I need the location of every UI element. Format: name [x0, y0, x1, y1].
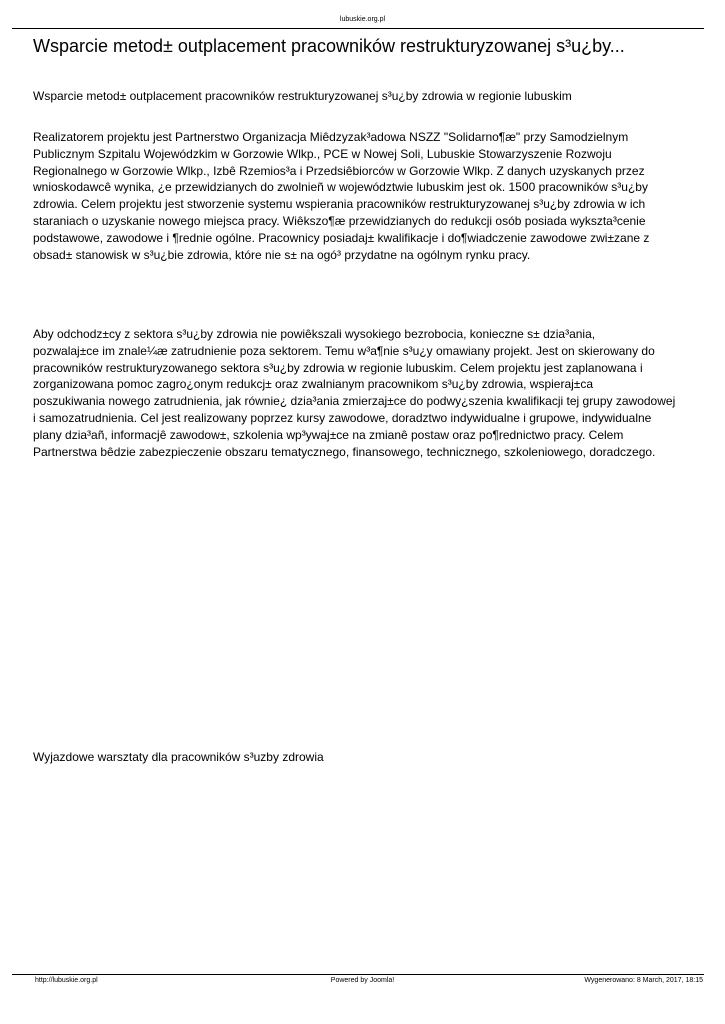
- paragraph-line: poszukiwania nowego zatrudnienia, jak równie¿ dzia³ania zmierzaj±ce do podwy¿szenia kwalifikacji tej grupy zawodowej: [33, 394, 676, 409]
- paragraph-line: podstawowe, zawodowe i ¶rednie ogólne. Pracownicy posiadaj± kwalifikacje i do¶wiadczenie zawodowe zwi±zane z: [33, 230, 650, 245]
- paragraph-line: zorganizowana pomoc zagro¿onym redukcj± oraz zwalnianym pracownikom s³u¿by zdrowia, wspieraj±ca: [33, 377, 594, 392]
- paragraph-line: Regionalnego w Gorzowie Wlkp., Izbê Rzemios³a i Przedsiêbiorców w Gorzowie Wlkp. Z danych uzyskanych przez: [33, 163, 645, 178]
- section-heading: Wyjazdowe warsztaty dla pracowników s³uzby zdrowia: [33, 750, 324, 764]
- paragraph-line: Publicznym Szpitalu Wojewódzkim w Gorzowie Wlkp., PCE w Nowej Soli, Lubuskie Stowarzyszenie Rozwoju: [33, 146, 612, 161]
- paragraph-line: pracowników restrukturyzowanego sektora s³u¿by zdrowia w regionie lubuskim. Celem projektu jest zaplanowana i: [33, 360, 643, 375]
- paragraph-line: Aby odchodz±cy z sektora s³u¿by zdrowia nie powiêkszali wysokiego bezrobocia, konieczne s± dzia³ania,: [33, 327, 596, 341]
- paragraph-line: Realizatorem projektu jest Partnerstwo Organizacja Miêdzyzak³adowa NSZZ "Solidarno¶æ" przy Samodzielnym: [33, 130, 629, 144]
- footer-generated-date: Wygenerowano: 8 March, 2017, 18:15: [584, 977, 703, 984]
- bottom-divider: [12, 974, 704, 975]
- paragraph-line: Partnerstwa bêdzie zabezpieczenie obszaru tematycznego, finansowego, technicznego, szkoleniowego, doradczego.: [33, 444, 656, 459]
- paragraph-line: zdrowia. Celem projektu jest stworzenie systemu wspierania pracowników restrukturyzowanej s³u¿by zdrowia w ich: [33, 197, 646, 212]
- paragraph-project-goal: [33, 326, 693, 460]
- top-divider: [12, 28, 704, 29]
- paragraph-line: i samozatrudnienia. Cel jest realizowany poprzez kursy zawodowe, doradztwo indywidualne i grupowe, indywidualne: [33, 410, 652, 425]
- footer-url: http://lubuskie.org.pl: [35, 977, 98, 984]
- paragraph-line: pozwalaj±ce im znale¼æ zatrudnienie poza sektorem. Temu w³a¶nie s³u¿y omawiany projekt. Jest on skierowany do: [33, 343, 655, 358]
- footer-powered-by: Powered by Joomla!: [330, 977, 395, 984]
- paragraph-line: obsad± stanowisk w s³u¿bie zdrowia, które nie s± na ogó³ przydatne na ogólnym rynku pracy.: [33, 247, 531, 262]
- page-title: Wsparcie metod± outplacement pracowników restrukturyzowanej s³u¿by...: [33, 36, 625, 56]
- site-header: lubuskie.org.pl: [339, 16, 386, 23]
- article-subtitle: Wsparcie metod± outplacement pracowników restrukturyzowanej s³u¿by zdrowia w regionie lubuskim: [33, 89, 572, 103]
- paragraph-line: plany dzia³añ, informacjê zawodow±, szkolenia wp³ywaj±ce na zmianê postaw oraz po¶rednictwo pracy. Celem: [33, 427, 624, 442]
- paragraph-line: wnioskodawcê wynika, ¿e przewidzianych do zwolnieñ w województwie lubuskim jest ok. 1500 pracowników s³u¿by: [33, 180, 648, 195]
- paragraph-line: staraniach o uzyskanie nowego miejsca pracy. Wiêkszo¶æ przewidzianych do redukcji osób posiada wykszta³cenie: [33, 213, 646, 228]
- paragraph-partnership: [33, 129, 693, 263]
